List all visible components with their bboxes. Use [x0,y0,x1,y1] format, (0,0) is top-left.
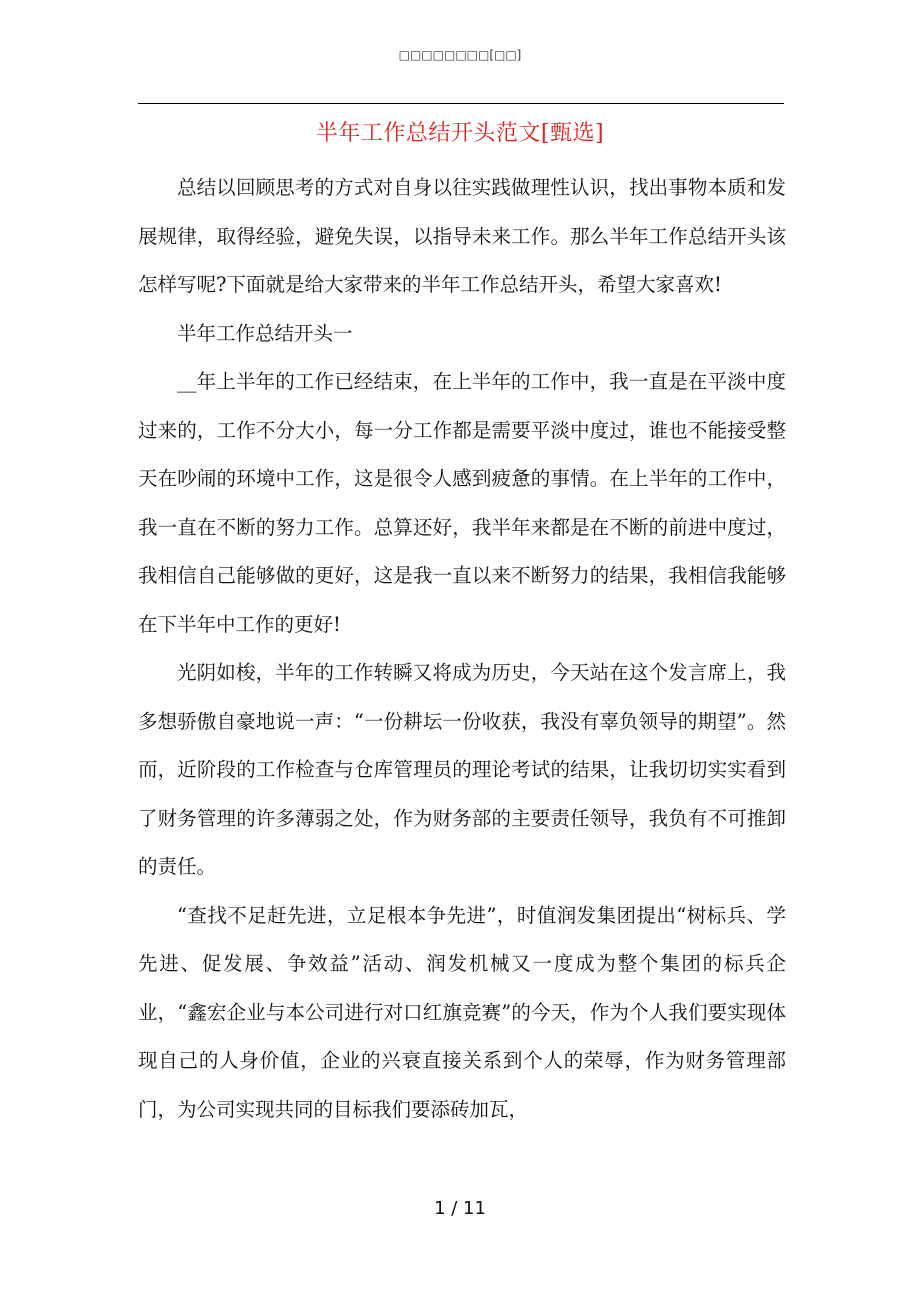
paragraph-find-shortcomings: “查找不足赶先进，立足根本争先进”，时值润发集团提出“树标兵、学先进、促发展、争效益”活动、润发机械又一度成为整个集团的标兵企业，“鑫宏企业与本公司进行对口红旗竞赛”的今天，作为个人我们要实现体现自己的人身价值，企业的兴衰直接关系到个人的荣辱，作为财务管理部门，为公司实现共同的目标我们要添砖加瓦， [138,903,786,1121]
paragraph-time-flies: 光阴如梭，半年的工作转瞬又将成为历史，今天站在这个发言席上，我多想骄傲自豪地说一声：“一份耕坛一份收获，我没有辜负领导的期望”。然而，近阶段的工作检查与仓库管理员的理论考试的结果，让我切切实实看到了财务管理的许多薄弱之处，作为财务部的主要责任领导，我负有不可推卸的责任。 [138,661,786,878]
header-rule [138,103,784,104]
document-body [138,164,786,1134]
section-heading: 半年工作总结开头一 [177,321,353,345]
paragraph-intro: 总结以回顾思考的方式对自身以往实践做理性认识，找出事物本质和发展规律，取得经验，避免失误，以指导未来工作。那么半年工作总结开头该怎样写呢?下面就是给大家带来的半年工作总结开头，希望大家喜欢! [138,176,786,296]
paragraph-first-half-review: __年上半年的工作已经结束，在上半年的工作中，我一直是在平淡中度过来的，工作不分大小，每一分工作都是需要平淡中度过，谁也不能接受整天在吵闹的环境中工作，这是很令人感到疲惫的事情。在上半年的工作中，我一直在不断的努力工作。总算还好，我半年来都是在不断的前进中度过，我相信自己能够做的更好，这是我一直以来不断努力的结果，我相信我能够在下半年中工作的更好! [138,370,786,636]
document-title: 半年工作总结开头范文[甄选] [315,121,605,146]
page-header: □□□□□□□□[□□] [398,48,522,62]
page-number: 1 / 11 [434,1198,486,1219]
